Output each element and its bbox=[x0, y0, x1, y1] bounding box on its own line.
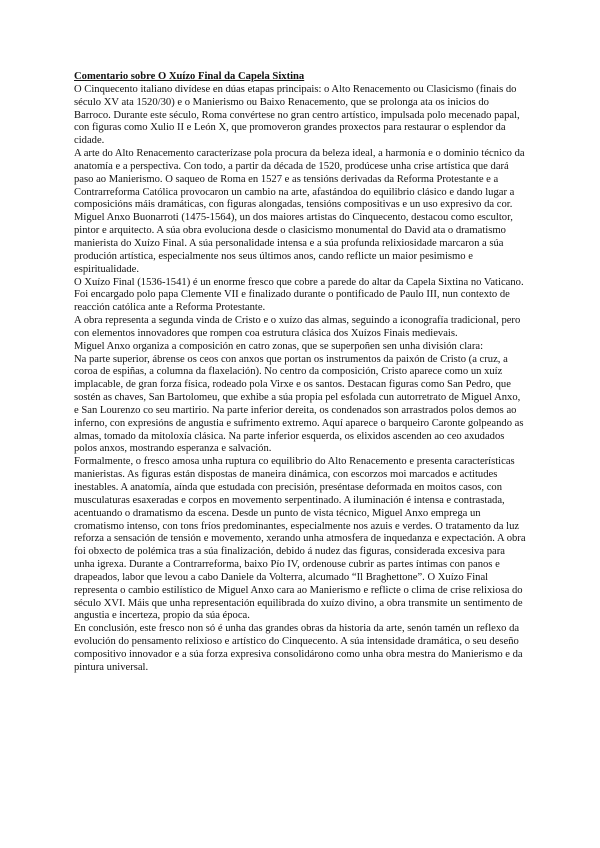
paragraph-parte-superior: Na parte superior, ábrense os ceos con anxos que portan os instrumentos da paixón de Cristo (a cruz, a coroa de espiñas, a columna da flaxelación). No centro da composición, Cristo aparece como un xuíz implacable, de gran forza física, rodeado pola Virxe e os santos. Destacan figuras como San Pedro, que sostén as chaves, San Bartolomeu, que exhibe a súa propia pel esfolada cun autorretrato de Miguel Anxo, e San Lourenzo co seu martirio. Na parte inferior dereita, os condenados son arrastrados polos demos ao inferno, con expresións de angustia e sufrimento extremo. Aquí aparece o barqueiro Caronte golpeando as almas, tomado da mitoloxía clásica. Na parte inferior esquerda, os elixidos ascenden ao ceo axudados polos anxos, mostrando esperanza e salvación. bbox=[74, 353, 524, 455]
paragraph-xuizo-final: O Xuízo Final (1536-1541) é un enorme fresco que cobre a parede do altar da Capela Sixtina no Vaticano. Foi encargado polo papa Clemente VII e finalizado durante o pontificado de Paulo III, nun contexto de reacción católica ante a Reforma Protestante. bbox=[74, 276, 524, 314]
paragraph-miguel-anxo: Miguel Anxo Buonarroti (1475-1564), un dos maiores artistas do Cinquecento, destacou como escultor, pintor e arquitecto. A súa obra evoluciona desde o clasicismo monumental do David ata o dramatismo manierista do Xuízo Final. A súa personalidade intensa e a súa profunda relixiosidade marcaron a súa produción artística, especialmente nos seus últimos anos, cando reflicte un maior pesimismo e espiritualidade. bbox=[74, 212, 513, 275]
paragraph-alto-renacemento: A arte do Alto Renacemento caracterízase pola procura da beleza ideal, a harmonía e o dominio técnico da anatomía e a perspectiva. Con todo, a partir da década de 1520, prodúcese unha crise artística que dará paso ao Manierismo. O saqueo de Roma en 1527 e as tensións derivadas da Reforma Protestante e a Contrarreforma Católica provocaron un cambio na arte, afastándoa do equilibrio clásico e dando lugar a composicións máis dramáticas, con figuras alongadas, tensións compositivas e un uso expresivo da cor. bbox=[74, 148, 525, 211]
paragraph-formalmente: Formalmente, o fresco amosa unha ruptura co equilibrio do Alto Renacemento e presenta características manieristas. As figuras están dispostas de maneira dinámica, con escorzos moi marcados e actitudes inestables. A anatomía, aínda que estudada con precisión, preséntase deformada en moitos casos, con musculaturas esaxeradas e corpos en movemento serpentinado. A iluminación é intensa e contrastada, acentuando o dramatismo da escena. Desde un punto de vista técnico, Miguel Anxo emprega un cromatismo intenso, con tons fríos predominantes, especialmente nos azuis e verdes. O tratamento da luz reforza a sensación de tensión e movemento, xerando unha atmosfera de inquedanza e expectación. A obra foi obxecto de polémica tras a súa finalización, debido á nudez das figuras, considerada excesiva para unha igrexa. Durante a Contrarreforma, baixo Pío IV, ordenouse cubrir as partes íntimas con panos e drapeados, labor que levou a cabo Daniele da Volterra, alcumado “Il Braghettone”. O Xuízo Final representa o cambio estilístico de Miguel Anxo cara ao Manierismo e reflicte o clima de crise relixiosa do século XVI. Máis que unha representación equilibrada do xuízo divino, a obra transmite un sentimento de angustia e incerteza, propio da súa época. bbox=[74, 456, 526, 622]
paragraph-catro-zonas: Miguel Anxo organiza a composición en catro zonas, que se superpoñen sen unha división clara: bbox=[74, 340, 484, 352]
document-page bbox=[74, 71, 526, 675]
document-title: Comentario sobre O Xuízo Final da Capela Sixtina bbox=[74, 71, 305, 82]
paragraph-conclusion: En conclusión, este fresco non só é unha das grandes obras da historia da arte, senón tamén un reflexo da evolución do pensamento relixioso e artístico do Cinquecento. A súa intensidade dramática, o seu deseño compositivo innovador e a súa forza expresiva consolidárono como unha obra mestra do Manierismo e da pintura universal. bbox=[74, 623, 523, 673]
paragraph-intro-cinquecento: O Cinquecento italiano divídese en dúas etapas principais: o Alto Renacemento ou Clasicismo (finais do século XV ata 1520/30) e o Manierismo ou Baixo Renacemento, que se prolonga ata os inicios do Barroco. Durante este século, Roma convértese no gran centro artístico, impulsada polo mecenado papal, con figuras como Xulio II e León X, que promoveron grandes proxectos para restaurar o esplendor da cidade. bbox=[74, 83, 520, 147]
paragraph-segunda-vinda: A obra representa a segunda vinda de Cristo e o xuízo das almas, seguindo a iconografía tradicional, pero con elementos innovadores que rompen coa estrutura clásica dos Xuízos Finais medievais. bbox=[74, 315, 521, 339]
